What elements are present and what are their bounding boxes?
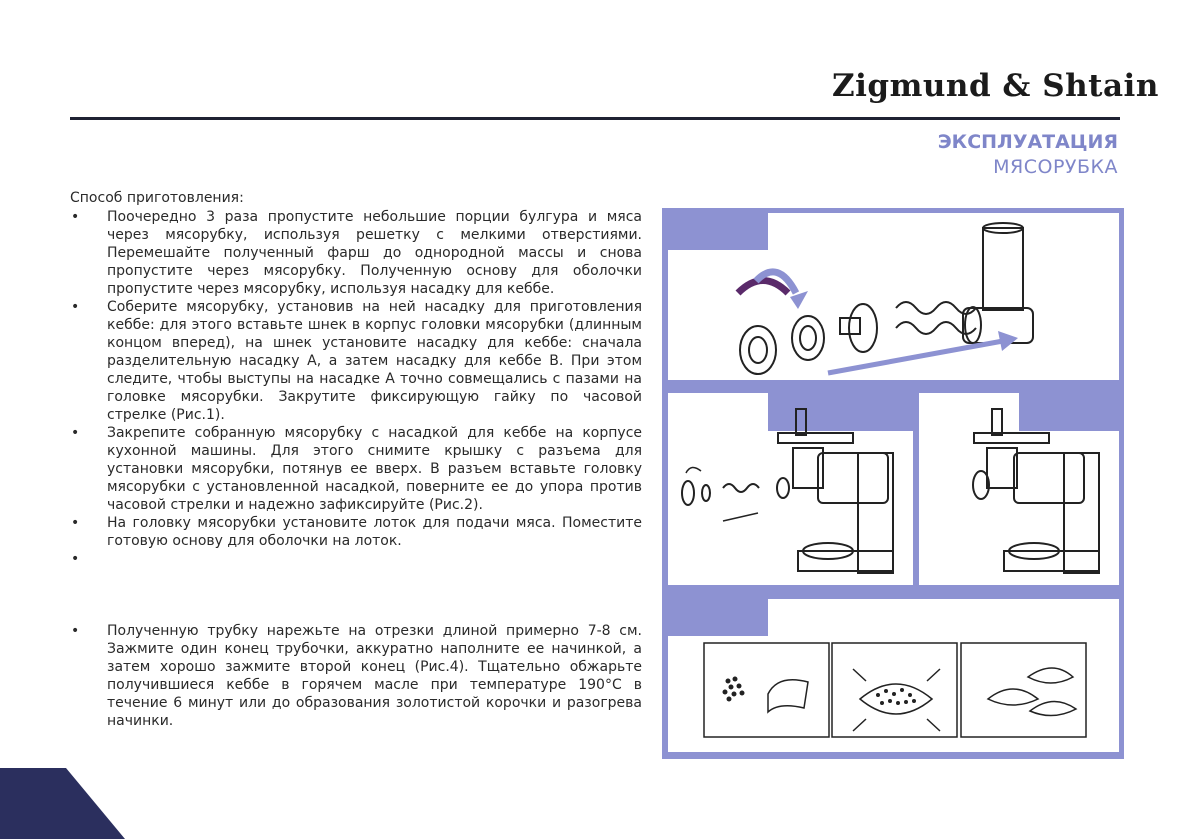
instruction-item: [70, 514, 642, 550]
machine-assembled-illustration: [919, 393, 1119, 585]
instruction-item: [70, 424, 642, 514]
instructions-column: [70, 189, 642, 730]
method-heading: Способ приготовления:: [70, 190, 244, 206]
bullet-marker: •: [71, 515, 80, 531]
brand-logo: [832, 68, 1159, 108]
section-subtitle: МЯСОРУБКА: [993, 156, 1118, 178]
corner-decoration: [0, 768, 125, 839]
section-title: ЭКСПЛУАТАЦИЯ: [937, 131, 1118, 153]
instruction-text: Полученную трубку нарежьте на отрезки длиной примерно 7-8 см. Зажмите один конец трубочки, аккуратно наполните ее начинкой, а затем хорошо зажмите второй конец (Рис.4). Тщательно обжарьте получившиеся кеббе в горячем масле при температуре 190°С в течение 6 минут или до образования золотистой корочки и разогрева начинки.: [107, 623, 642, 729]
figure-3-panel: [919, 393, 1119, 585]
figure-1-panel: [668, 213, 1119, 380]
instruction-item: [70, 298, 642, 424]
illustrations-frame: [662, 208, 1124, 759]
instruction-list: [70, 208, 642, 730]
instruction-text: Поочередно 3 раза пропустите небольшие порции булгура и мяса через мясорубку, используя решетку с мелкими отверстиями. Перемешайте полученный фарш до однородной массы и снова пропустите через мясорубку. Полученную основу для оболочки пропустите через мясорубку, используя насадку для кеббе.: [107, 209, 642, 297]
instruction-text: Закрепите собранную мясорубку с насадкой для кеббе на корпусе кухонной машины. Для этого снимите крышку с разъема для установки мясорубки, потянув ее вверх. В разъем вставьте головку мясорубки с установленной насадкой, поверните ее до упора против часовой стрелки и надежно зафиксируйте (Рис.2).: [107, 425, 642, 513]
instruction-item-empty: [70, 550, 642, 622]
instruction-text: Соберите мясорубку, установив на ней насадку для приготовления кеббе: для этого вставьте шнек в корпус головки мясорубки (длинным концом вперед), на шнек установите насадку для кеббе: сначала разделительную насадку А, а затем насадку для кеббе В. При этом следите, чтобы выступы на насадке А точно совмещались с пазами на головке мясорубки. Закрутите фиксирующую гайку по часовой стрелке (Рис.1).: [107, 299, 642, 423]
bullet-marker: •: [71, 209, 80, 225]
bullet-marker: •: [71, 299, 80, 315]
header-divider: [70, 117, 1120, 120]
instruction-item: [70, 622, 642, 730]
figure-4-panel: [668, 599, 1119, 752]
bullet-marker: •: [71, 623, 80, 639]
bullet-marker: •: [71, 425, 80, 441]
instruction-item: [70, 208, 642, 298]
grinder-assembly-illustration: [668, 213, 1119, 380]
kebbe-steps-illustration: [668, 599, 1119, 752]
bullet-marker: •: [71, 551, 80, 567]
figure-2-panel: [668, 393, 913, 585]
instruction-text: На головку мясорубки установите лоток для подачи мяса. Поместите готовую основу для оболочки на лоток.: [107, 515, 642, 549]
brand-logo-text: Zigmund & Shtain: [832, 68, 1159, 104]
machine-assembly-illustration: [668, 393, 913, 585]
